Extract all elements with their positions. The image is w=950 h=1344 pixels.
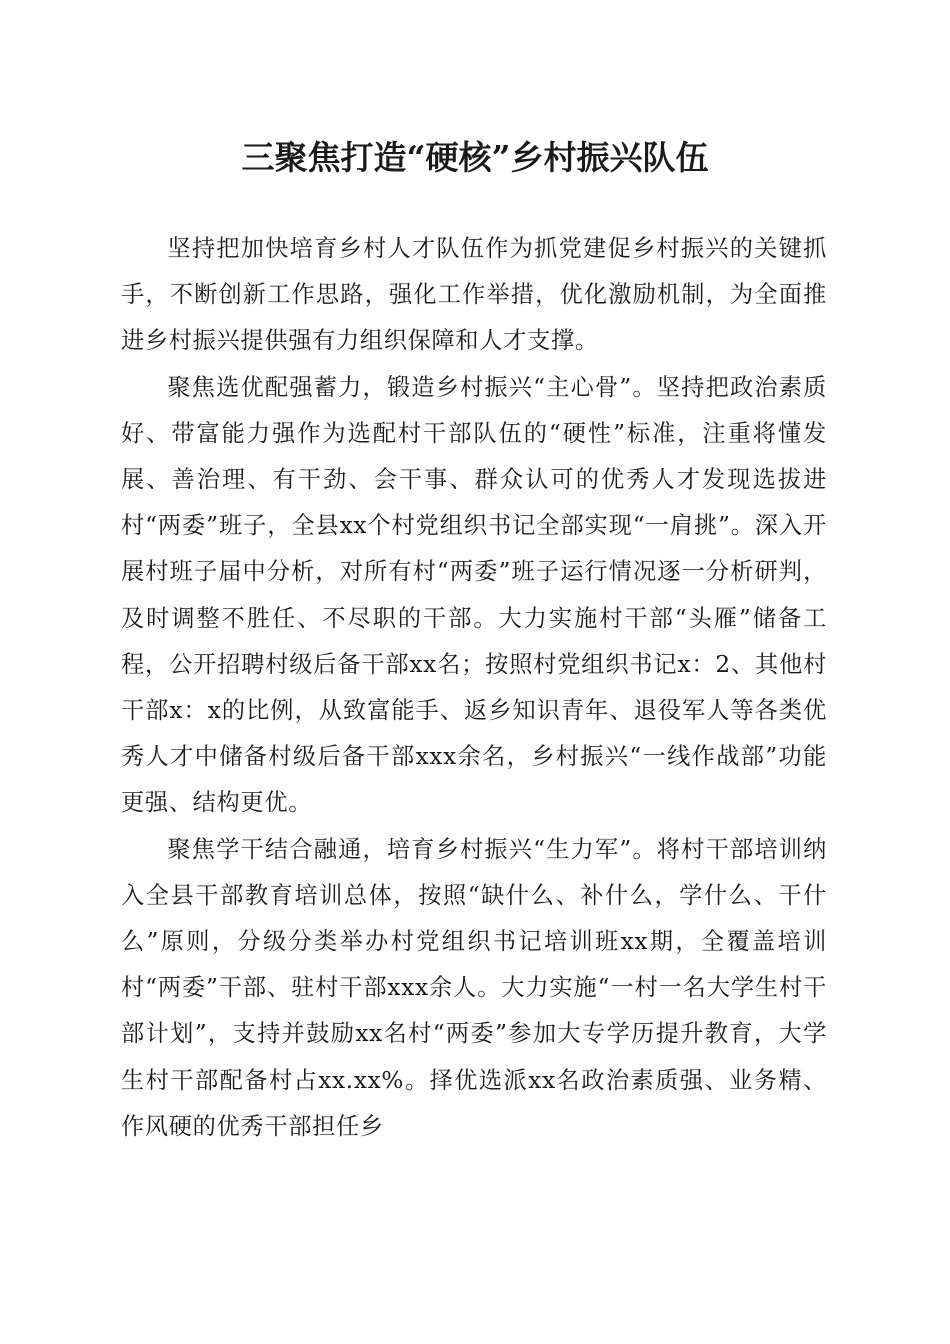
document-body — [121, 226, 827, 1150]
document-title: 三聚焦打造“硬核”乡村振兴队伍 — [241, 138, 709, 177]
paragraph-study-work: 聚焦学干结合融通，培育乡村振兴“生力军”。将村干部培训纳入全县干部教育培训总体，按照“缺什么、补什么，学什么、干什么”原则，分级分类举办村党组织书记培训班xx期，全覆盖培训村“两委”干部、驻村干部xxx余人。大力实施“一村一名大学生村干部计划”，支持并鼓励xx名村“两委”参加大专学历提升教育，大学生村干部配备村占xx.xx%。择优选派xx名政治素质强、业务精、作风硬的优秀干部担任乡 — [121, 835, 827, 1140]
paragraph-intro: 坚持把加快培育乡村人才队伍作为抓党建促乡村振兴的关键抓手，不断创新工作思路，强化工作举措，优化激励机制，为全面推进乡村振兴提供强有力组织保障和人才支撑。 — [121, 235, 827, 355]
paragraph-select-strengthen: 聚焦选优配强蓄力，锻造乡村振兴“主心骨”。坚持把政治素质好、带富能力强作为选配村干部队伍的“硬性”标准，注重将懂发展、善治理、有干劲、会干事、群众认可的优秀人才发现选拔进村“两委”班子，全县xx个村党组织书记全部实现“一肩挑”。深入开展村班子届中分析，对所有村“两委”班子运行情况逐一分析研判，及时调整不胜任、不尽职的干部。大力实施村干部“头雁”储备工程，公开招聘村级后备干部xx名；按照村党组织书记x：2、其他村干部x：x的比例，从致富能手、返乡知识青年、退役军人等各类优秀人才中储备村级后备干部xxx余名，乡村振兴“一线作战部”功能更强、结构更优。 — [121, 373, 827, 817]
